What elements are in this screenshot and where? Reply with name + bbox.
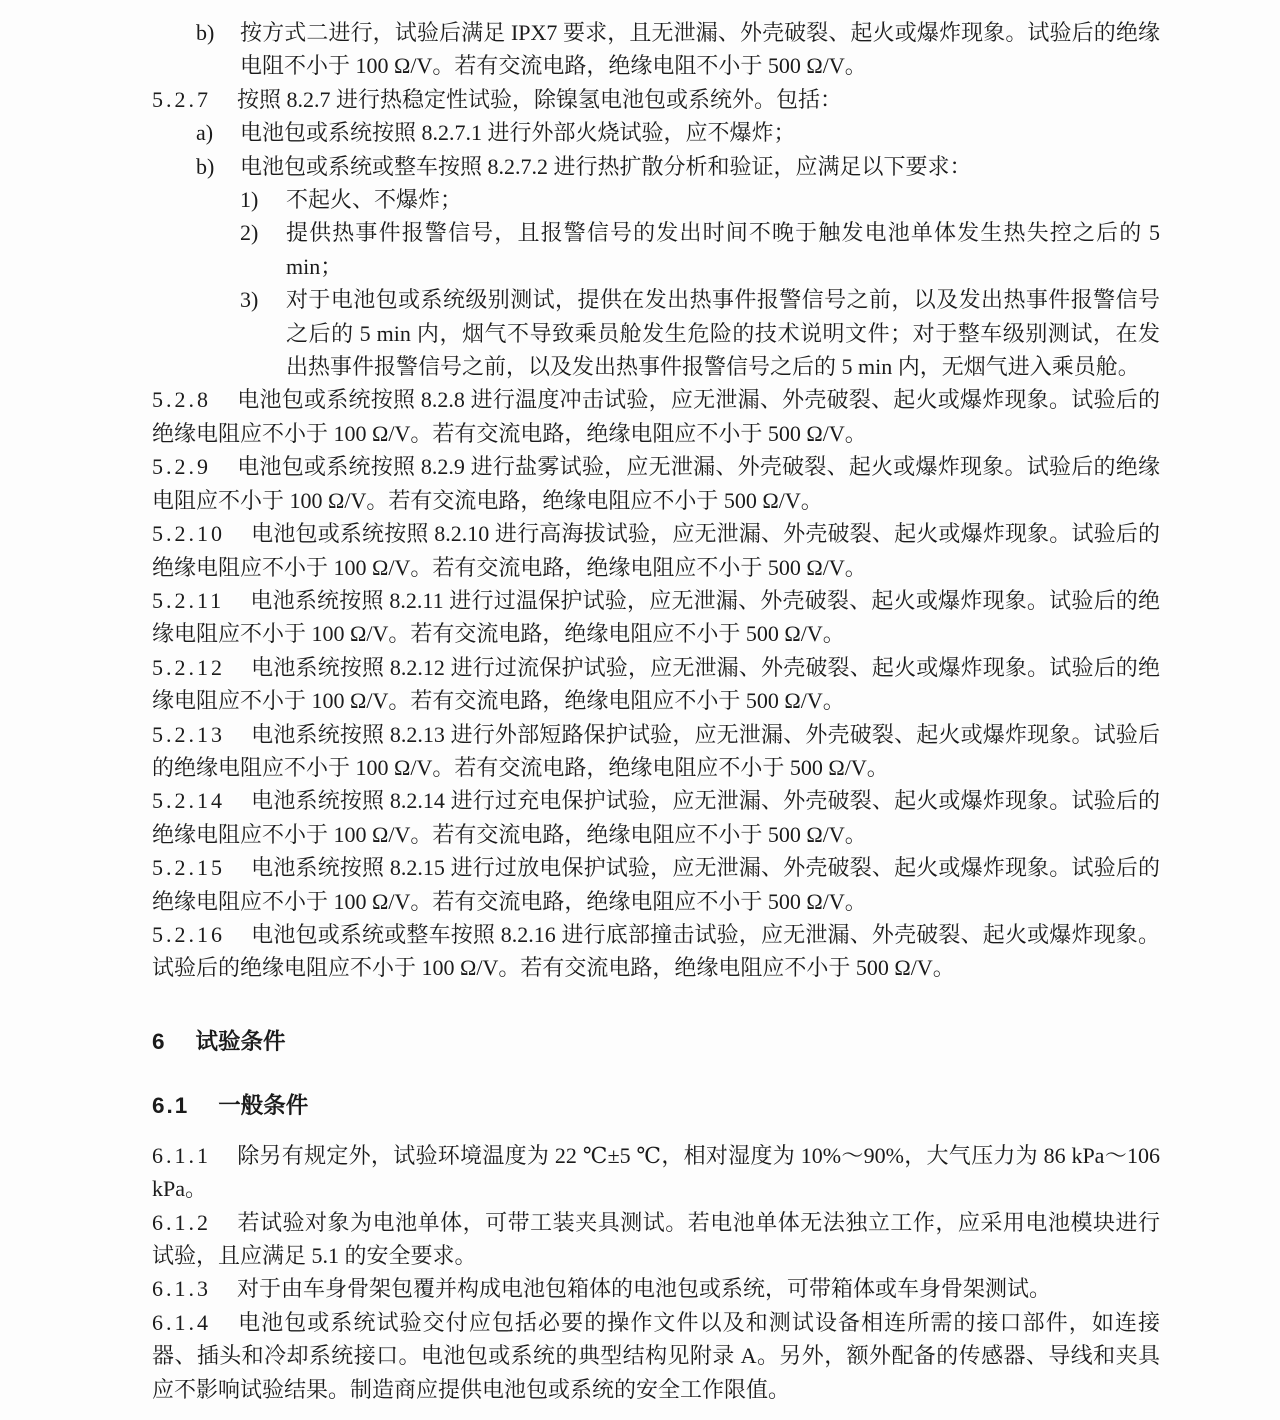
- clause-text: 不起火、不爆炸；: [286, 187, 463, 213]
- heading-number: 6.1: [152, 1092, 190, 1118]
- clause-5-2-12: [152, 651, 1160, 718]
- section-6-1-heading: [152, 1089, 1160, 1122]
- clause-text: 按方式二进行，试验后满足 IPX7 要求，且无泄漏、外壳破裂、起火或爆炸现象。试验后的绝缘电阻不小于 100 Ω/V。若有交流电路，绝缘电阻不小于 500 Ω/V。: [240, 20, 1160, 79]
- clause-5-2-11: [152, 584, 1160, 651]
- heading-text: 一般条件: [218, 1092, 309, 1118]
- clause-5-2-7-b-subitem-2: [152, 216, 1160, 283]
- clause-number: 5.2.11: [152, 587, 225, 613]
- clause-5-2-10: [152, 517, 1160, 584]
- list-marker: 3): [240, 287, 259, 313]
- clause-6-1-4: [152, 1306, 1160, 1406]
- clause-5-2-7-item-b: [152, 150, 1160, 183]
- clause-5-2-7-item-a: [152, 116, 1160, 149]
- clause-text: 电池包或系统按照 8.2.10 进行高海拔试验，应无泄漏、外壳破裂、起火或爆炸现象。试验后的绝缘电阻应不小于 100 Ω/V。若有交流电路，绝缘电阻应不小于 500 Ω/V。: [152, 521, 1160, 580]
- clause-text: 电池包或系统按照 8.2.7.1 进行外部火烧试验，应不爆炸；: [240, 120, 796, 146]
- clause-number: 5.2.13: [152, 721, 225, 747]
- list-marker: b): [196, 153, 215, 179]
- clause-text: 电池包或系统或整车按照 8.2.16 进行底部撞击试验，应无泄漏、外壳破裂、起火或爆炸现象。试验后的绝缘电阻应不小于 100 Ω/V。若有交流电路，绝缘电阻应不小于 500 Ω/V。: [152, 921, 1160, 981]
- clause-5-2-7-b-subitem-1: [152, 183, 1160, 216]
- clause-text: 电池包或系统试验交付应包括必要的操作文件以及和测试设备相连所需的接口部件，如连接器、插头和冷却系统接口。电池包或系统的典型结构见附录 A。另外，额外配备的传感器、导线和夹具应不影响试验结果。制造商应提供电池包或系统的安全工作限值。: [152, 1309, 1160, 1402]
- clause-number: 6.1.1: [152, 1142, 211, 1168]
- clause-5-2-14: [152, 784, 1160, 851]
- heading-number: 6: [152, 1028, 167, 1054]
- heading-text: 试验条件: [195, 1028, 286, 1054]
- clause-number: 5.2.8: [152, 387, 211, 413]
- list-marker: 2): [240, 220, 259, 246]
- clause-5-2-8: [152, 383, 1160, 450]
- clause-text: 电池系统按照 8.2.15 进行过放电保护试验，应无泄漏、外壳破裂、起火或爆炸现象。试验后的绝缘电阻应不小于 100 Ω/V。若有交流电路，绝缘电阻应不小于 500 Ω/V。: [152, 855, 1160, 914]
- list-marker: a): [196, 120, 214, 146]
- clause-text: 提供热事件报警信号，且报警信号的发出时间不晚于触发电池单体发生热失控之后的 5 min；: [286, 220, 1160, 279]
- clause-number: 6.1.4: [152, 1309, 211, 1335]
- clause-text: 电池包或系统或整车按照 8.2.7.2 进行热扩散分析和验证，应满足以下要求：: [240, 153, 972, 179]
- list-marker: b): [196, 20, 215, 45]
- clause-number: 5.2.14: [152, 788, 225, 814]
- clause-text: 若试验对象为电池单体，可带工装夹具测试。若电池单体无法独立工作，应采用电池模块进行试验，且应满足 5.1 的安全要求。: [152, 1209, 1160, 1268]
- clause-5-2-16: [152, 918, 1160, 985]
- clause-number: 5.2.7: [152, 86, 211, 112]
- clause-number: 6.1.3: [152, 1276, 211, 1302]
- clause-number: 6.1.2: [152, 1209, 211, 1235]
- clause-text: 对于电池包或系统级别测试，提供在发出热事件报警信号之前，以及发出热事件报警信号之后的 5 min 内，烟气不导致乘员舱发生危险的技术说明文件；对于整车级别测试，在发出热事件报警信号之前，以及发出热事件报警信号之后的 5 min 内，无烟气进入乘员舱。: [286, 287, 1160, 380]
- clause-number: 5.2.12: [152, 654, 225, 680]
- clause-5-2-13: [152, 718, 1160, 785]
- clause-6-1-2: [152, 1206, 1160, 1273]
- clause-5-2-7: [152, 83, 1160, 116]
- clause-text: 电池包或系统按照 8.2.9 进行盐雾试验，应无泄漏、外壳破裂、起火或爆炸现象。试验后的绝缘电阻应不小于 100 Ω/V。若有交流电路，绝缘电阻应不小于 500 Ω/V。: [152, 454, 1160, 513]
- clause-text: 按照 8.2.7 进行热稳定性试验，除镍氢电池包或系统外。包括：: [237, 86, 843, 112]
- clause-number: 5.2.16: [152, 921, 225, 947]
- clause-text: 电池包或系统按照 8.2.8 进行温度冲击试验，应无泄漏、外壳破裂、起火或爆炸现象。试验后的绝缘电阻应不小于 100 Ω/V。若有交流电路，绝缘电阻应不小于 500 Ω/V。: [152, 387, 1160, 446]
- clause-6-1-1: [152, 1139, 1160, 1206]
- clause-text: 电池系统按照 8.2.12 进行过流保护试验，应无泄漏、外壳破裂、起火或爆炸现象。试验后的绝缘电阻应不小于 100 Ω/V。若有交流电路，绝缘电阻应不小于 500 Ω/V。: [152, 654, 1160, 714]
- clause-ipx7-item-b: [152, 16, 1160, 83]
- clause-5-2-7-b-subitem-3: [152, 283, 1160, 383]
- list-marker: 1): [240, 187, 259, 213]
- clause-text: 电池系统按照 8.2.11 进行过温保护试验，应无泄漏、外壳破裂、起火或爆炸现象。试验后的绝缘电阻应不小于 100 Ω/V。若有交流电路，绝缘电阻应不小于 500 Ω/V。: [152, 587, 1160, 647]
- clause-number: 5.2.15: [152, 855, 225, 881]
- clause-5-2-9: [152, 450, 1160, 517]
- section-6-heading: [152, 1025, 1160, 1058]
- clause-text: 除另有规定外，试验环境温度为 22 ℃±5 ℃，相对湿度为 10%～90%，大气压力为 86 kPa～106 kPa。: [152, 1142, 1160, 1202]
- clause-number: 5.2.9: [152, 454, 211, 480]
- clause-text: 电池系统按照 8.2.13 进行外部短路保护试验，应无泄漏、外壳破裂、起火或爆炸现象。试验后的绝缘电阻应不小于 100 Ω/V。若有交流电路，绝缘电阻应不小于 500 Ω/V。: [152, 721, 1160, 780]
- clause-text: 电池系统按照 8.2.14 进行过充电保护试验，应无泄漏、外壳破裂、起火或爆炸现象。试验后的绝缘电阻应不小于 100 Ω/V。若有交流电路，绝缘电阻应不小于 500 Ω/V。: [152, 788, 1160, 847]
- clause-text: 对于由车身骨架包覆并构成电池包箱体的电池包或系统，可带箱体或车身骨架测试。: [237, 1276, 1052, 1302]
- clause-5-2-15: [152, 851, 1160, 918]
- clause-number: 5.2.10: [152, 521, 225, 547]
- clause-6-1-3: [152, 1272, 1160, 1305]
